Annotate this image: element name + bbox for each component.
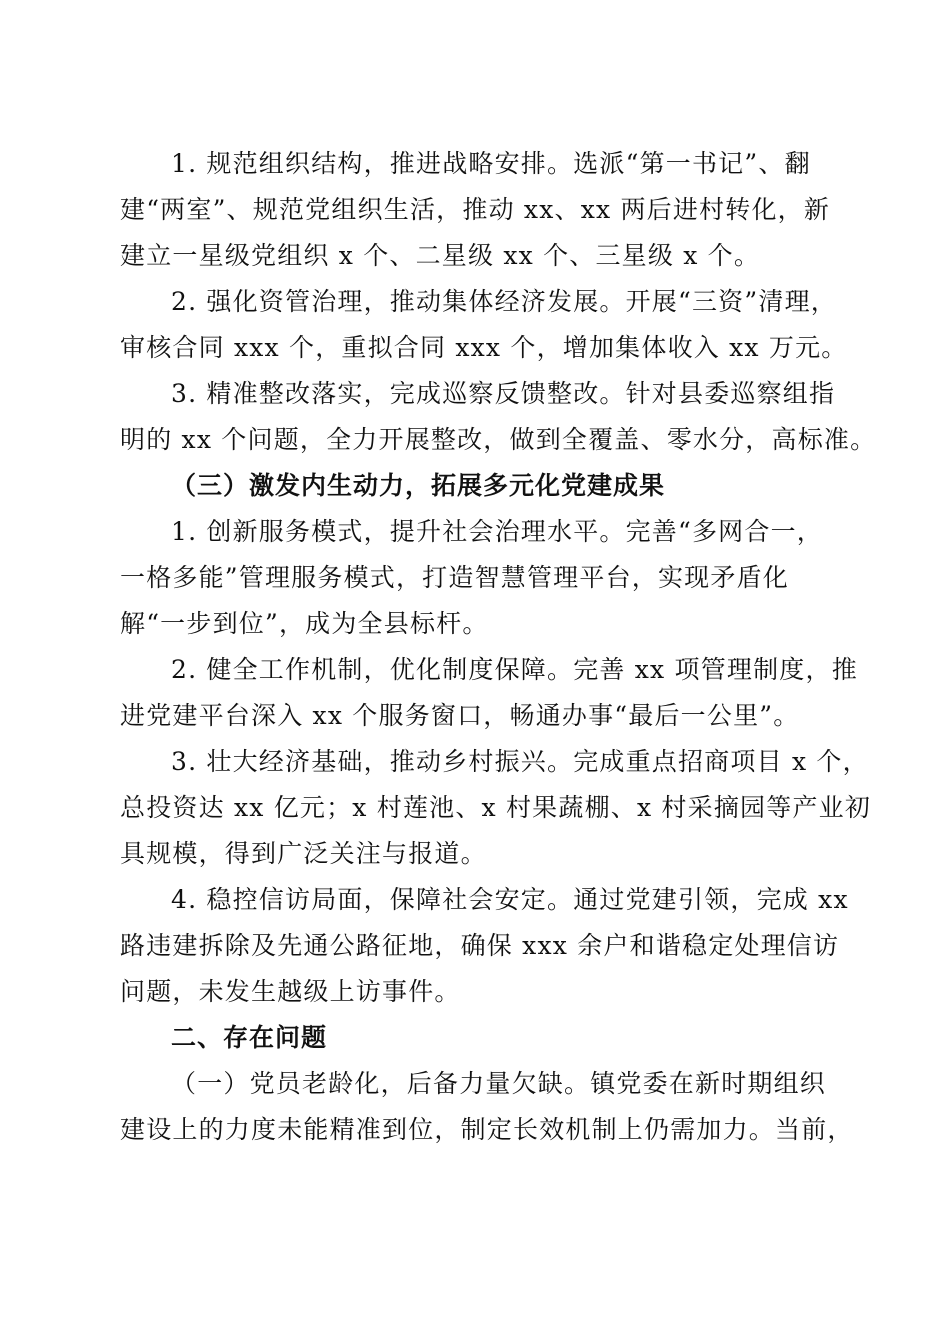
paragraph-line: 总投资达 xx 亿元；x 村莲池、x 村果蔬棚、x 村采摘园等产业初	[120, 793, 872, 822]
paragraph-line: 3. 壮大经济基础，推动乡村振兴。完成重点招商项目 x 个，	[171, 747, 869, 776]
paragraph-line: 路违建拆除及先通公路征地，确保 xxx 余户和谐稳定处理信访	[120, 931, 840, 960]
section-heading: 二、存在问题	[171, 1023, 328, 1052]
paragraph-line: 建设上的力度未能精准到位，制定长效机制上仍需加力。当前，	[120, 1115, 854, 1144]
paragraph-line: 一格多能”管理服务模式，打造智慧管理平台，实现矛盾化	[120, 563, 789, 592]
paragraph-line: 3. 精准整改落实，完成巡察反馈整改。针对县委巡察组指	[171, 379, 836, 408]
paragraph-line: 建立一星级党组织 x 个、二星级 xx 个、三星级 x 个。	[120, 241, 761, 270]
paragraph-line: 4. 稳控信访局面，保障社会安定。通过党建引领，完成 xx	[171, 885, 849, 914]
paragraph-line: 1. 创新服务模式，提升社会治理水平。完善“多网合一，	[171, 517, 823, 546]
paragraph-line: 审核合同 xxx 个，重拟合同 xxx 个，增加集体收入 xx 万元。	[120, 333, 848, 362]
paragraph-line: 具规模，得到广泛关注与报道。	[120, 839, 487, 868]
paragraph-line: 2. 强化资管治理，推动集体经济发展。开展“三资”清理，	[171, 287, 837, 316]
paragraph-line: 1. 规范组织结构，推进战略安排。选派“第一书记”、翻	[171, 149, 811, 178]
paragraph-line: 明的 xx 个问题，全力开展整改，做到全覆盖、零水分，高标准。	[120, 425, 877, 454]
paragraph-line: 进党建平台深入 xx 个服务窗口，畅通办事“最后一公里”。	[120, 701, 800, 730]
paragraph-line: 建“两室”、规范党组织生活，推动 xx、xx 两后进村转化，新	[120, 195, 831, 224]
paragraph-line: 问题，未发生越级上访事件。	[120, 977, 461, 1006]
paragraph-line: 解“一步到位”，成为全县标杆。	[120, 609, 489, 638]
subsection-heading: （三）激发内生动力，拓展多元化党建成果	[171, 471, 666, 500]
document-body	[120, 141, 877, 1153]
paragraph-line: 2. 健全工作机制，优化制度保障。完善 xx 项管理制度，推	[171, 655, 858, 684]
paragraph-line: （一）党员老龄化，后备力量欠缺。镇党委在新时期组织	[171, 1069, 827, 1098]
